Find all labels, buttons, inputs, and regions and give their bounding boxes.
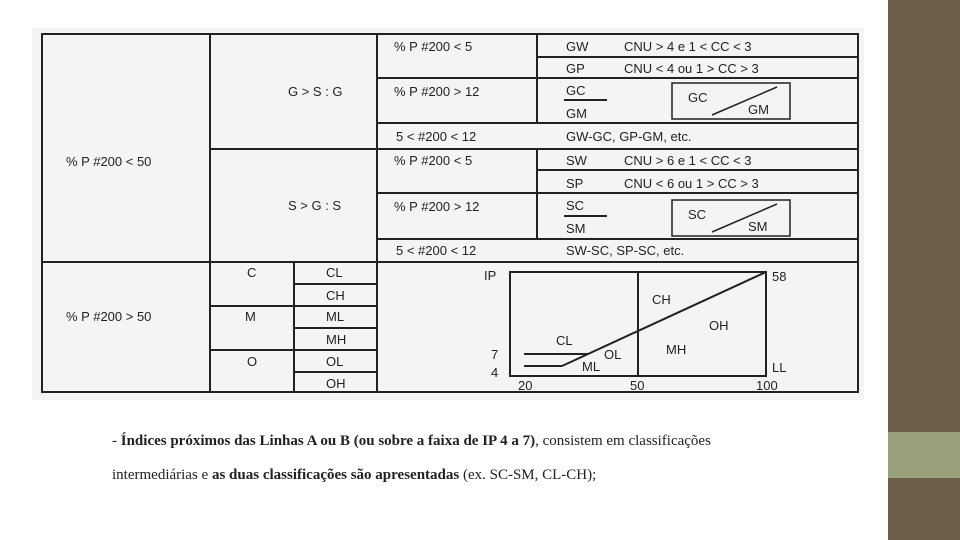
sand-box-b: SM [748,219,768,234]
fines-ch: CH [326,288,345,303]
sand-result: SW-SC, SP-SC, etc. [566,243,685,258]
caption-line1-end: , consistem em classificações [535,433,711,449]
fine-gt-label: % P #200 > 50 [66,309,152,324]
fines-oh: OH [326,376,346,391]
sand-cond-3: 5 < #200 < 12 [396,243,477,258]
sand-cond-2: % P #200 > 12 [394,199,480,214]
classification-table [32,28,864,400]
gravel-result: GW-GC, GP-GM, etc. [566,129,692,144]
caption [112,424,852,492]
caption-line1-bold: Índices próximos das Linhas A ou B (ou sobre a faixa de IP 4 a 7) [120,433,536,449]
gravel-a: GC [566,83,586,98]
gravel-cond-2: % P #200 > 12 [394,84,480,99]
chart-top-value: 58 [772,269,787,284]
chart-y-label: IP [484,268,497,283]
gravel-poor: GP [566,61,585,76]
sand-a: SC [566,198,585,213]
chart-x-tick-50: 50 [630,378,645,393]
sand-poor-crit: CNU < 6 ou 1 > CC > 3 [624,176,759,191]
fines-cl: CL [326,265,343,280]
caption-line2-bold: as duas classificações são apresentadas [211,467,460,483]
gravel-well: GW [566,39,589,54]
caption-line-2 [112,458,852,492]
chart-zone-oh: OH [709,318,729,333]
gravel-box-a: GC [688,90,708,105]
chart-zone-ol: OL [604,347,622,362]
sand-well-crit: CNU > 6 e 1 < CC < 3 [624,153,752,168]
sand-well: SW [566,153,587,168]
gravel-ratio: G > S : G [288,84,343,99]
soil-classification-figure [32,28,864,400]
caption-line1-start: - [112,433,121,449]
chart-zone-ml: ML [582,359,601,374]
fines-group-c: C [247,265,257,280]
chart-zone-ch: CH [652,292,671,307]
chart-y-tick-4: 4 [491,365,499,380]
gravel-box-b: GM [748,102,769,117]
chart-x-tick-100: 100 [756,378,778,393]
gravel-b: GM [566,106,587,121]
chart-y-tick-7: 7 [491,347,499,362]
chart-zone-mh: MH [666,342,687,357]
fines-group-m: M [245,309,256,324]
sand-b: SM [566,221,586,236]
fines-ml: ML [326,309,345,324]
sand-cond-1: % P #200 < 5 [394,153,473,168]
chart-x-tick-20: 20 [518,378,533,393]
gravel-poor-crit: CNU < 4 ou 1 > CC > 3 [624,61,759,76]
fines-group-o: O [247,354,258,369]
gravel-cond-3: 5 < #200 < 12 [396,129,477,144]
gravel-cond-1: % P #200 < 5 [394,39,473,54]
fines-ol: OL [326,354,344,369]
side-bar-accent [888,432,960,478]
sand-box-a: SC [688,207,707,222]
sand-ratio: S > G : S [288,198,342,213]
caption-line-1 [112,424,852,458]
chart-x-label: LL [772,360,787,375]
caption-line2-end: (ex. SC-SM, CL-CH); [459,467,597,483]
sand-poor: SP [566,176,584,191]
fine-lt-label: % P #200 < 50 [66,154,152,169]
gravel-well-crit: CNU > 4 e 1 < CC < 3 [624,39,752,54]
fines-mh: MH [326,332,347,347]
chart-zone-cl: CL [556,333,573,348]
caption-line2-start: intermediárias e [112,467,212,483]
